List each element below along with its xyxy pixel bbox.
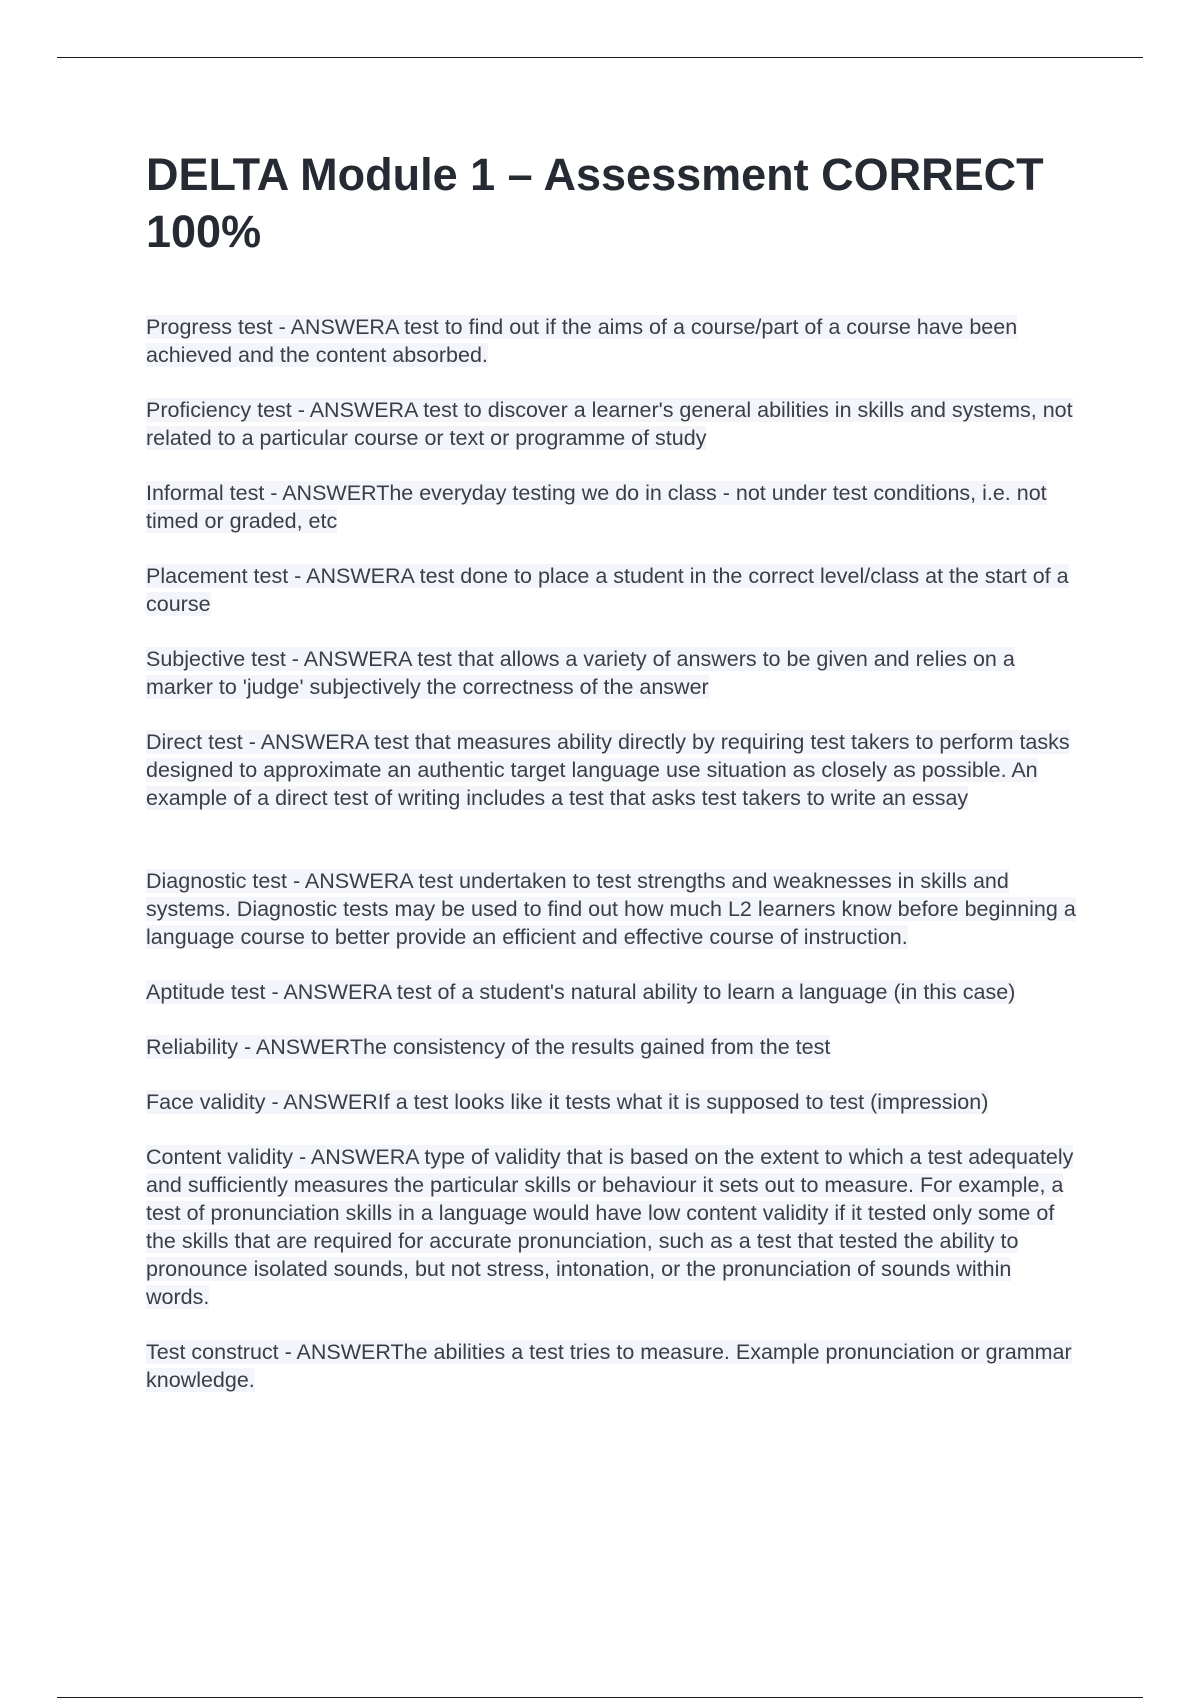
- qa-entry-test-construct: [146, 1338, 1076, 1394]
- bottom-rule: [57, 1697, 1143, 1698]
- qa-entry-content-validity: [146, 1143, 1076, 1311]
- qa-entry-text: Content validity - ANSWERA type of validity that is based on the extent to which a test adequately and sufficiently measures the particular skills or behaviour it sets out to measure. For example, a test of pronunciation skills in a language would have low content validity if it tested only some of the skills that are required for accurate pronunciation, such as a test that tested the ability to pronounce isolated sounds, but not stress, intonation, or the pronunciation of sounds within words.: [146, 1145, 1074, 1309]
- qa-entry-text: Diagnostic test - ANSWERA test undertaken to test strengths and weaknesses in skills and systems. Diagnostic tests may be used to find out how much L2 learners know before beginning a language course to better provide an efficient and effective course of instruction.: [146, 869, 1076, 949]
- qa-entry-text: Reliability - ANSWERThe consistency of the results gained from the test: [146, 1035, 831, 1059]
- qa-entry-informal-test: [146, 479, 1076, 535]
- qa-entry-text: Aptitude test - ANSWERA test of a student's natural ability to learn a language (in this case): [146, 980, 1016, 1004]
- qa-entry-diagnostic-test: [146, 867, 1076, 951]
- qa-list: [146, 313, 1076, 1421]
- qa-entry-text: Informal test - ANSWERThe everyday testing we do in class - not under test conditions, i.e. not timed or graded, etc: [146, 481, 1047, 533]
- qa-entry-proficiency-test: [146, 396, 1076, 452]
- qa-entry-text: Subjective test - ANSWERA test that allows a variety of answers to be given and relies on a marker to 'judge' subjectively the correctness of the answer: [146, 647, 1015, 699]
- qa-entry-progress-test: [146, 313, 1076, 369]
- qa-entry-text: Test construct - ANSWERThe abilities a test tries to measure. Example pronunciation or grammar knowledge.: [146, 1340, 1072, 1392]
- top-rule: [57, 57, 1143, 58]
- qa-entry-reliability: [146, 1033, 1076, 1061]
- qa-entry-aptitude-test: [146, 978, 1076, 1006]
- qa-entry-text: Face validity - ANSWERIf a test looks like it tests what it is supposed to test (impression): [146, 1090, 989, 1114]
- qa-entry-face-validity: [146, 1088, 1076, 1116]
- qa-entry-text: Progress test - ANSWERA test to find out if the aims of a course/part of a course have been achieved and the content absorbed.: [146, 315, 1018, 367]
- qa-entry-text: Proficiency test - ANSWERA test to discover a learner's general abilities in skills and systems, not related to a particular course or text or programme of study: [146, 398, 1073, 450]
- qa-entry-text: Placement test - ANSWERA test done to place a student in the correct level/class at the start of a course: [146, 564, 1069, 616]
- qa-entry-placement-test: [146, 562, 1076, 618]
- qa-entry-subjective-test: [146, 645, 1076, 701]
- document-title: DELTA Module 1 – Assessment CORRECT 100%: [146, 149, 1044, 257]
- qa-entry-text: Direct test - ANSWERA test that measures ability directly by requiring test takers to perform tasks designed to approximate an authentic target language use situation as closely as possible. An example of a direct test of writing includes a test that asks test takers to write an essay: [146, 730, 1070, 810]
- qa-entry-direct-test: [146, 728, 1076, 812]
